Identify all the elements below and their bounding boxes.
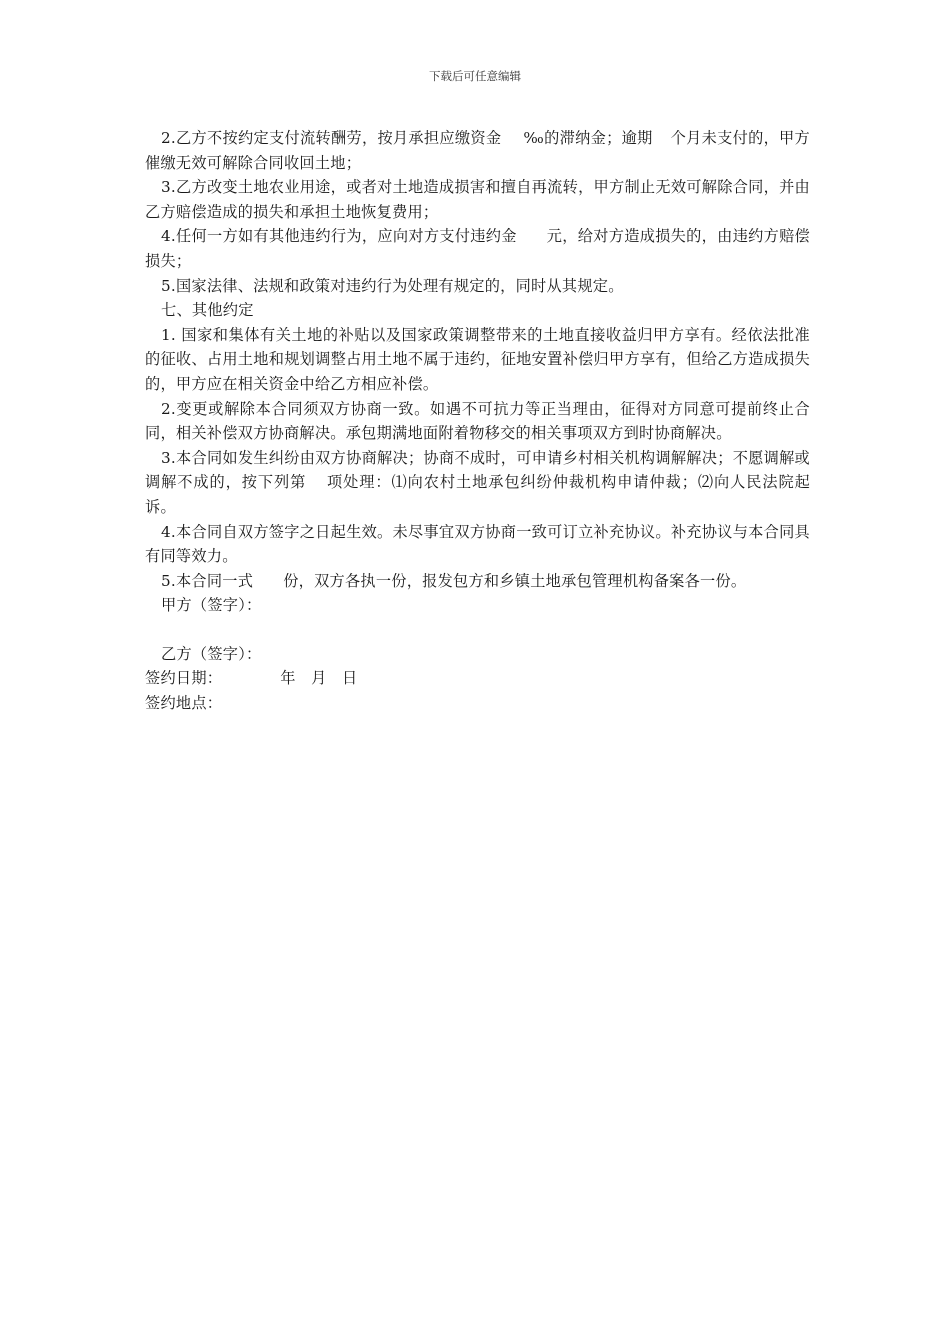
breach-item-3: 3.乙方改变土地农业用途，或者对土地造成损害和擅自再流转，甲方制止无效可解除合同，并由乙方赔偿造成的损失和承担土地恢复费用；	[145, 178, 810, 221]
other-item-5-part1: 5.本合同一式	[161, 571, 254, 590]
breach-item-4-part1: 4.任何一方如有其他违约行为，应向对方支付违约金	[161, 227, 517, 246]
other-item-3-part2: 项处理：⑴向农村土地承包纠纷仲裁机构申请仲裁；⑵向人民法院起诉。	[145, 473, 810, 516]
other-item-5-part2: 份，双方各执一份，报发包方和乡镇土地承包管理机构备案各一份。	[283, 571, 747, 590]
sign-date-label: 签约日期：	[145, 669, 223, 688]
other-item-4: 4.本合同自双方签字之日起生效。未尽事宜双方协商一致可订立补充协议。补充协议与本合同具有同等效力。	[145, 522, 810, 566]
breach-item-2	[145, 126, 810, 175]
other-item-3-part1: 3.本合同如发生纠纷由双方协商解决；协商不成时，可申请乡村相关机构调解解决；不愿调解或调解不成的，按下列第	[145, 448, 810, 492]
party-a-signature: 甲方（签字）：	[161, 596, 262, 615]
breach-item-4-part2: 元，给对方造成损失的，由违约方赔偿损失；	[145, 227, 810, 270]
sign-date	[145, 666, 810, 691]
other-item-5	[145, 569, 810, 594]
party-b-signature: 乙方（签字）：	[161, 644, 262, 663]
breach-item-2-part1: 2.乙方不按约定支付流转酬劳，按月承担应缴资金	[161, 129, 502, 147]
breach-item-2-part2: ‰的滞纳金；逾期	[523, 129, 653, 147]
sign-place: 签约地点：	[145, 694, 223, 713]
sign-date-units: 年 月 日	[280, 669, 358, 688]
page-header: 下载后可任意编辑	[429, 69, 521, 83]
other-item-1: 1. 国家和集体有关土地的补贴以及国家政策调整带来的土地直接收益归甲方享有。经依法批准的征收、占用土地和规划调整占用土地不属于违约，征地安置补偿归甲方享有，但给乙方造成损失的，甲方应在相关资金中给乙方相应补偿。	[145, 325, 810, 393]
contract-body	[145, 126, 810, 716]
other-item-3	[145, 446, 810, 520]
breach-item-5: 5.国家法律、法规和政策对违约行为处理有规定的，同时从其规定。	[161, 276, 624, 295]
breach-item-2-part3: 个月未支付的，甲方催缴无效可解除合同收回土地；	[145, 129, 810, 172]
section-heading-other: 七、其他约定	[161, 301, 254, 320]
other-item-2: 2.变更或解除本合同须双方协商一致。如遇不可抗力等正当理由，征得对方同意可提前终止合同，相关补偿双方协商解决。承包期满地面附着物移交的相关事项双方到时协商解决。	[145, 399, 810, 443]
breach-item-4	[145, 224, 810, 273]
